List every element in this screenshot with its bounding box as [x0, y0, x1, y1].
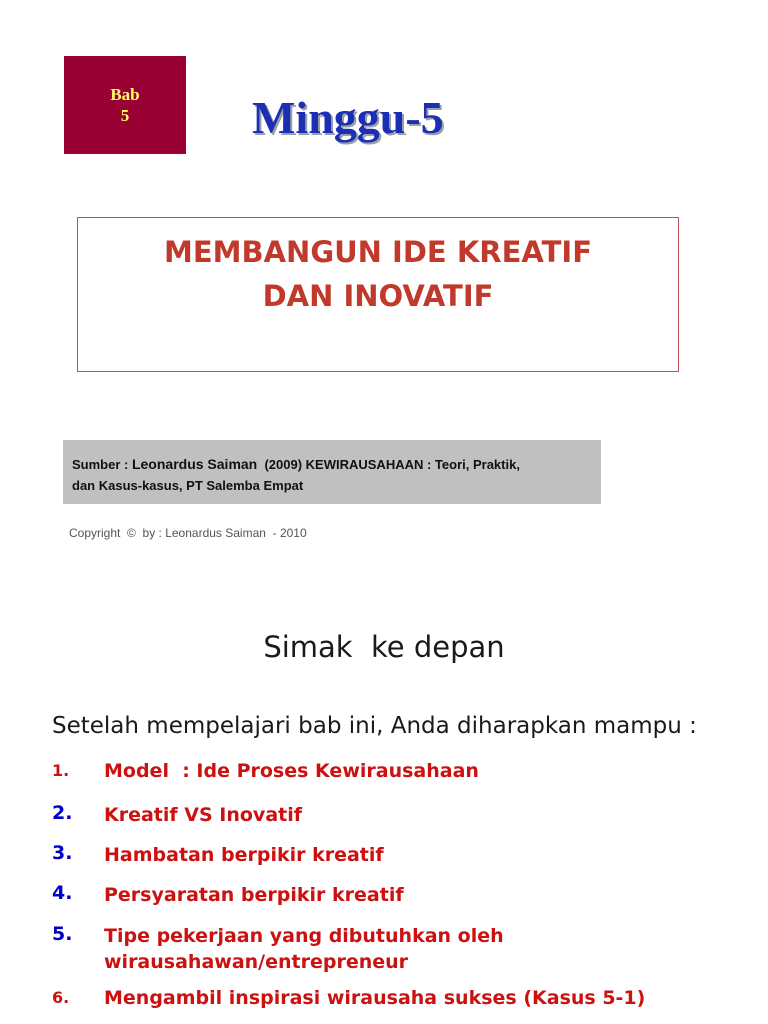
copyright-notice: Copyright © by : Leonardus Saiman - 2010	[69, 526, 307, 540]
goal-text: Kreatif VS Inovatif	[104, 804, 302, 826]
page-title: Minggu-5	[252, 92, 444, 143]
goal-text: Hambatan berpikir kreatif	[104, 844, 384, 866]
source-citation	[63, 440, 601, 504]
goal-number: 2.	[52, 802, 73, 824]
topic-line-1: MEMBANGUN IDE KREATIF	[163, 235, 593, 269]
chapter-badge-label: Bab	[110, 85, 140, 104]
goal-number: 6.	[52, 988, 70, 1007]
learning-objectives-intro: Setelah mempelajari bab ini, Anda diharapkan mampu :	[52, 713, 697, 739]
chapter-badge-number: 5	[120, 106, 130, 125]
goal-text: Persyaratan berpikir kreatif	[104, 884, 404, 906]
source-line-1	[72, 454, 601, 475]
chapter-badge	[64, 56, 186, 154]
goal-text: Model : Ide Proses Kewirausahaan	[104, 760, 479, 782]
goal-number: 1.	[52, 761, 70, 780]
goal-text: Tipe pekerjaan yang dibutuhkan oleh wirausahawan/entrepreneur	[104, 925, 504, 973]
goal-text: Mengambil inspirasi wirausaha sukses (Kasus 5-1)	[104, 987, 646, 1009]
topic-line-2: DAN INOVATIF	[262, 279, 494, 313]
source-details: (2009) KEWIRAUSAHAAN : Teori, Praktik,	[257, 457, 520, 472]
goal-number: 3.	[52, 842, 73, 864]
source-line-2: dan Kasus-kasus, PT Salemba Empat	[72, 478, 304, 493]
goal-number: 4.	[52, 882, 73, 904]
topic-box	[77, 217, 679, 372]
source-prefix: Sumber :	[72, 457, 132, 472]
source-author: Leonardus Saiman	[131, 456, 258, 472]
goal-number: 5.	[52, 923, 73, 945]
preview-heading: Simak ke depan	[263, 630, 505, 664]
